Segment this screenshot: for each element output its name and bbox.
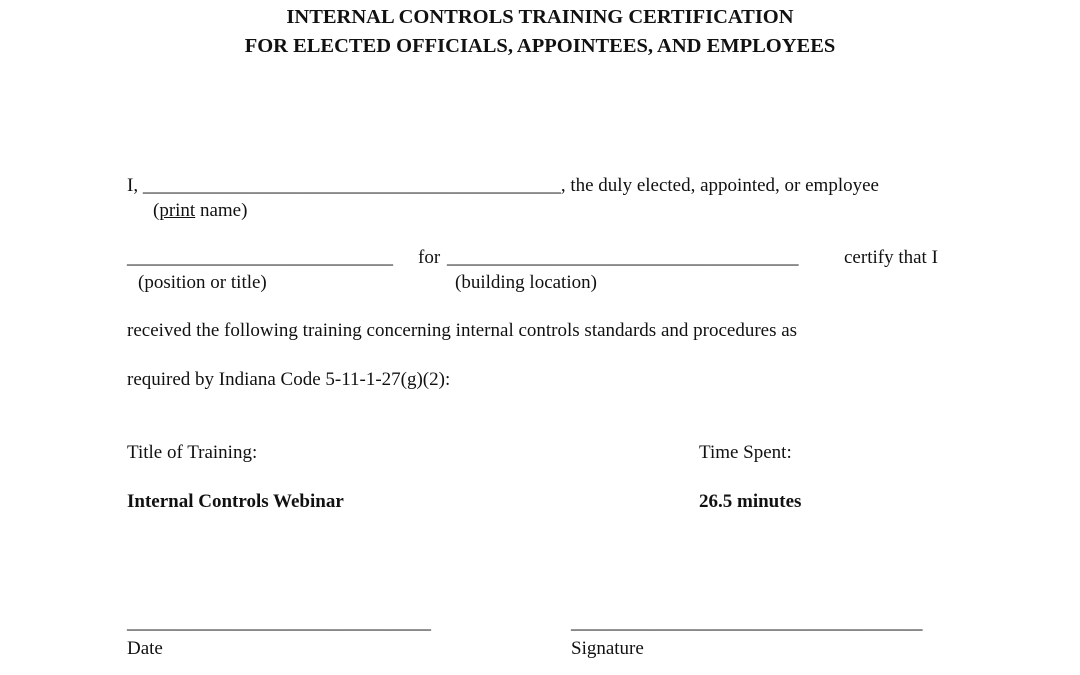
position-label: (position or title)	[138, 272, 267, 293]
building-location-label: (building location)	[455, 272, 597, 293]
date-blank[interactable]: ________________________________	[127, 612, 431, 633]
name-blank[interactable]: ____________________________________________	[142, 175, 561, 196]
signature-blank[interactable]: _____________________________________	[571, 612, 923, 633]
training-title-header: Title of Training:	[127, 442, 258, 463]
training-title-value: Internal Controls Webinar	[127, 491, 344, 512]
date-label: Date	[127, 638, 163, 659]
building-location-blank[interactable]: _____________________________________	[447, 247, 799, 268]
body-text-line-2: required by Indiana Code 5-11-1-27(g)(2):	[127, 369, 451, 390]
document-title-line-1: INTERNAL CONTROLS TRAINING CERTIFICATION	[286, 6, 794, 28]
certification-line-1	[127, 175, 879, 197]
certify-text: certify that I	[844, 247, 938, 268]
document-title-line-2: FOR ELECTED OFFICIALS, APPOINTEES, AND EMPLOYEES	[244, 35, 836, 57]
time-spent-value: 26.5 minutes	[699, 491, 802, 512]
print-name-label: (print name)	[153, 200, 248, 221]
position-blank[interactable]: ____________________________	[127, 247, 393, 268]
print-word: print	[159, 200, 196, 221]
signature-label: Signature	[571, 638, 644, 659]
for-word: for	[418, 247, 441, 268]
pronoun-i: I,	[127, 175, 139, 196]
duly-elected-text: , the duly elected, appointed, or employee	[560, 175, 879, 196]
time-spent-header: Time Spent:	[699, 442, 792, 463]
body-text-line-1: received the following training concerning internal controls standards and procedures as	[127, 320, 798, 341]
